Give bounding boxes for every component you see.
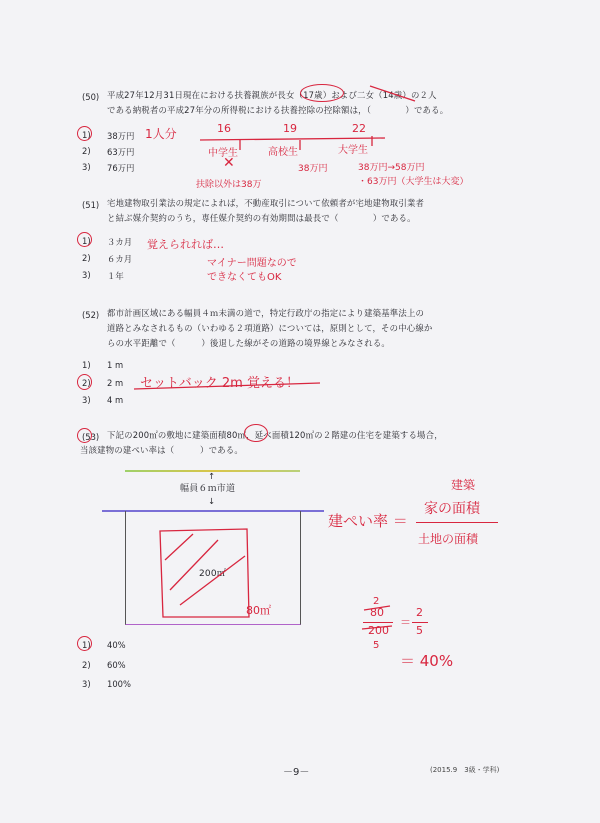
q50-text-line1: 平成27年12月31日現在における扶養親族が長女（17歳）および二女（14歳）の２人	[107, 90, 437, 100]
highlight-circle	[300, 84, 344, 102]
q50-option-3-value[interactable]: 76万円	[107, 163, 135, 173]
q51-option-3-value[interactable]: １年	[107, 271, 124, 281]
q53-text-line1: 下記の200㎡の敷地に建築面積80㎡，延べ面積120㎡の２階建の住宅を建築する場合，	[107, 430, 443, 440]
q50-anno-amount2: 38万円→58万円	[358, 163, 425, 173]
q53-anno-formula-left: 建ぺい率 ＝	[328, 512, 408, 530]
q51-text-line2: と結ぶ媒介契約のうち，専任媒介契約の有効期間は最長で（ ）である。	[107, 213, 416, 223]
q51-option-3-label[interactable]: 3)	[82, 270, 91, 280]
fraction-bar	[363, 622, 393, 623]
q52-text-line2: 道路とみなされるもの（いわゆる２項道路）については，原則として，その中心線か	[107, 323, 433, 333]
q52-option-3-label[interactable]: 3)	[82, 395, 91, 405]
q50-number: (50)	[82, 92, 100, 102]
q51-option-2-value[interactable]: ６カ月	[107, 254, 133, 264]
fraction-bar	[412, 622, 428, 623]
q53-anno-formula-note: 建築	[451, 478, 476, 492]
q50-option-1-value[interactable]: 38万円	[107, 131, 135, 141]
q50-text-line2: である納税者の平成27年分の所得税における扶養控除の控除額は，（ ）である。	[107, 105, 449, 115]
q50-option-2-value[interactable]: 63万円	[107, 147, 135, 157]
answer-circle	[77, 636, 92, 651]
page-number: －9－	[283, 767, 310, 778]
q52-option-1-label[interactable]: 1)	[82, 360, 91, 370]
q50-anno-one-person: 1人分	[145, 127, 177, 141]
q50-anno-school-jh: 中学生	[208, 148, 238, 159]
road-label: 幅員６ｍ市道	[180, 484, 236, 494]
q52-option-1-value[interactable]: 1 m	[107, 360, 124, 370]
q50-anno-school-hs: 高校生	[268, 147, 298, 158]
road-arrow-down: ↓	[208, 496, 216, 506]
q53-anno-calc-bottom-small: 5	[373, 640, 380, 651]
q51-option-1-value[interactable]: ３カ月	[107, 237, 133, 247]
q50-anno-school-univ: 大学生	[338, 145, 368, 156]
q52-anno-setback: セットバック 2m 覚える！	[140, 376, 299, 391]
road-arrow-up: ↑	[208, 471, 216, 481]
q53-anno-result-bottom: 5	[416, 624, 423, 637]
q52-number: (52)	[82, 310, 100, 320]
q50-anno-age-22: 22	[352, 122, 366, 135]
q51-option-1-label[interactable]: 1)	[82, 236, 91, 246]
edition-label: (2015.9 3級・学科)	[430, 766, 500, 774]
q50-option-1-label[interactable]: 1)	[82, 130, 91, 140]
q52-text-line3: らの水平距離で（ ）後退した線がその道路の境界線とみなされる。	[107, 338, 390, 348]
answer-circle	[77, 428, 92, 443]
q53-option-1-label[interactable]: 1)	[82, 640, 91, 650]
fraction-bar	[416, 522, 498, 523]
q52-option-2-value[interactable]: 2 m	[107, 378, 124, 388]
q50-option-2-label[interactable]: 2)	[82, 146, 91, 156]
cross-mark-icon: ✕	[223, 155, 235, 171]
q53-anno-result-top: 2	[416, 606, 423, 619]
q53-anno-calc-bottom: 200	[368, 624, 389, 637]
q53-anno-building-area: 80㎡	[246, 604, 271, 617]
q51-anno-note2: できなくてもOK	[207, 272, 282, 283]
answer-circle	[77, 232, 92, 247]
q50-anno-age-16: 16	[217, 122, 231, 135]
q51-text-line1: 宅地建物取引業法の規定によれば，不動産取引について依頼者が宅地建物取引業者	[107, 198, 425, 208]
q52-option-2-label[interactable]: 2)	[82, 378, 91, 388]
q50-anno-age-19: 19	[283, 122, 297, 135]
q53-option-2-label[interactable]: 2)	[82, 660, 91, 670]
q53-number: (53)	[82, 432, 100, 442]
q50-anno-amount3: ・63万円（大学生は大変）	[358, 177, 469, 187]
q50-anno-amount1: 38万円	[298, 164, 328, 174]
q53-option-3-value[interactable]: 100%	[107, 679, 131, 689]
q53-option-3-label[interactable]: 3)	[82, 679, 91, 689]
q51-anno-remember: 覚えられれば…	[147, 238, 224, 251]
answer-circle	[77, 126, 92, 141]
q51-option-2-label[interactable]: 2)	[82, 253, 91, 263]
q53-text-line2: 当該建物の建ぺい率は（ ）である。	[80, 445, 243, 455]
q53-anno-result: ＝ 40%	[400, 652, 454, 670]
q51-number: (51)	[82, 200, 100, 210]
q53-anno-calc-top: 80	[370, 606, 384, 619]
q52-option-3-value[interactable]: 4 m	[107, 395, 124, 405]
q53-option-2-value[interactable]: 60%	[107, 660, 126, 670]
q51-anno-note1: マイナー問題なので	[207, 258, 297, 269]
q50-anno-note: 扶除以外は38万	[196, 180, 262, 190]
q53-option-1-value[interactable]: 40%	[107, 640, 126, 650]
q50-option-3-label[interactable]: 3)	[82, 162, 91, 172]
q52-text-line1: 都市計画区域にある幅員４ｍ未満の道で，特定行政庁の指定により建築基準法上の	[107, 308, 425, 318]
q53-anno-calc-top-small: 2	[373, 596, 380, 607]
equals-sign: ＝	[400, 616, 411, 629]
q53-anno-formula-top: 家の面積	[424, 501, 480, 517]
highlight-circle	[244, 424, 268, 442]
site-area-label: 200㎡	[199, 569, 226, 579]
answer-circle	[77, 374, 92, 390]
q53-anno-formula-bottom: 土地の面積	[418, 532, 479, 546]
